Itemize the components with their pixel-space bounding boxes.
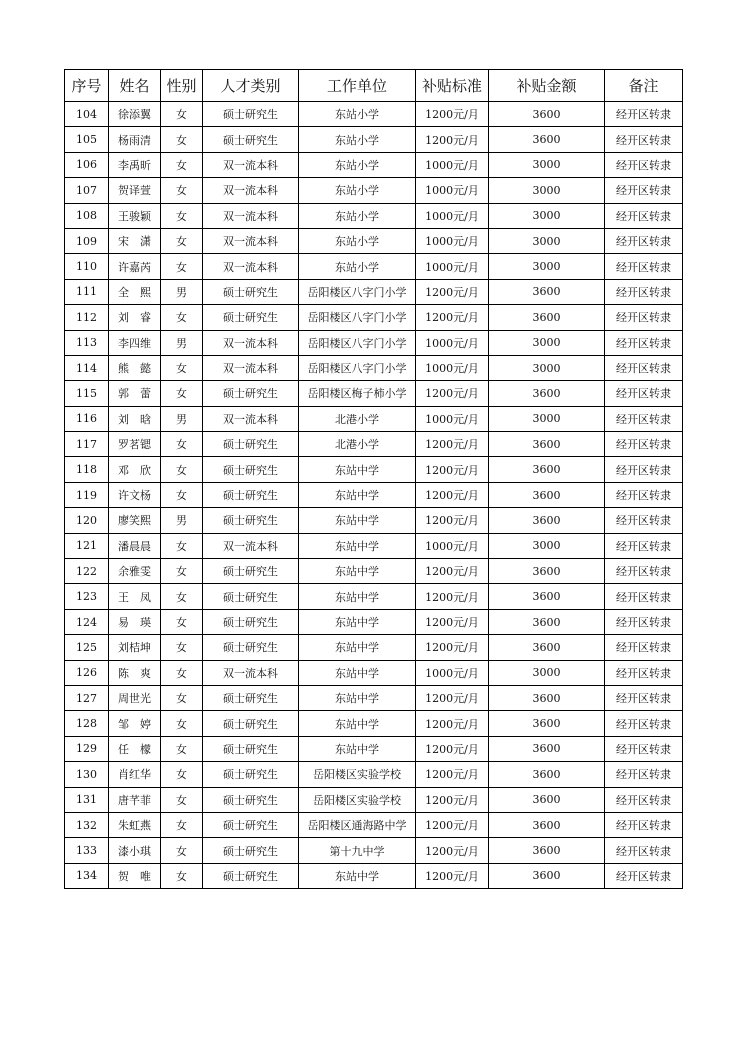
cell-name: 肖红华 xyxy=(109,762,161,787)
cell-talent-category: 硕士研究生 xyxy=(203,508,299,533)
cell-subsidy-standard: 1200元/月 xyxy=(416,609,489,634)
cell-index: 129 xyxy=(65,736,109,761)
cell-subsidy-standard: 1200元/月 xyxy=(416,127,489,152)
cell-name: 罗茗锶 xyxy=(109,432,161,457)
cell-work-unit: 东站中学 xyxy=(299,635,416,660)
cell-work-unit: 北港小学 xyxy=(299,406,416,431)
cell-work-unit: 东站中学 xyxy=(299,584,416,609)
cell-talent-category: 硕士研究生 xyxy=(203,609,299,634)
cell-subsidy-standard: 1000元/月 xyxy=(416,330,489,355)
cell-talent-category: 硕士研究生 xyxy=(203,279,299,304)
cell-subsidy-amount: 3000 xyxy=(489,330,605,355)
cell-name: 朱虹燕 xyxy=(109,812,161,837)
cell-gender: 男 xyxy=(161,406,203,431)
cell-subsidy-amount: 3600 xyxy=(489,381,605,406)
cell-remarks: 经开区转隶 xyxy=(605,660,683,685)
cell-subsidy-amount: 3000 xyxy=(489,178,605,203)
cell-remarks: 经开区转隶 xyxy=(605,254,683,279)
cell-remarks: 经开区转隶 xyxy=(605,381,683,406)
cell-index: 120 xyxy=(65,508,109,533)
cell-name: 王骏颖 xyxy=(109,203,161,228)
cell-subsidy-standard: 1200元/月 xyxy=(416,685,489,710)
cell-remarks: 经开区转隶 xyxy=(605,685,683,710)
table-row xyxy=(65,254,683,279)
header-subsidy-amount: 补贴金额 xyxy=(489,70,605,102)
cell-gender: 女 xyxy=(161,305,203,330)
table-row xyxy=(65,508,683,533)
cell-gender: 女 xyxy=(161,762,203,787)
cell-work-unit: 岳阳楼区实验学校 xyxy=(299,762,416,787)
table-row xyxy=(65,762,683,787)
cell-talent-category: 硕士研究生 xyxy=(203,838,299,863)
cell-subsidy-amount: 3000 xyxy=(489,203,605,228)
cell-subsidy-amount: 3600 xyxy=(489,736,605,761)
cell-talent-category: 双一流本科 xyxy=(203,228,299,253)
cell-subsidy-amount: 3600 xyxy=(489,812,605,837)
cell-subsidy-standard: 1200元/月 xyxy=(416,432,489,457)
cell-index: 112 xyxy=(65,305,109,330)
cell-remarks: 经开区转隶 xyxy=(605,863,683,888)
table-row xyxy=(65,152,683,177)
cell-subsidy-standard: 1000元/月 xyxy=(416,254,489,279)
cell-work-unit: 岳阳楼区梅子柿小学 xyxy=(299,381,416,406)
cell-talent-category: 双一流本科 xyxy=(203,178,299,203)
cell-subsidy-standard: 1200元/月 xyxy=(416,812,489,837)
cell-subsidy-standard: 1200元/月 xyxy=(416,762,489,787)
cell-work-unit: 东站中学 xyxy=(299,863,416,888)
cell-talent-category: 硕士研究生 xyxy=(203,584,299,609)
cell-remarks: 经开区转隶 xyxy=(605,127,683,152)
cell-gender: 男 xyxy=(161,508,203,533)
cell-subsidy-amount: 3000 xyxy=(489,355,605,380)
cell-name: 贺 唯 xyxy=(109,863,161,888)
table-row xyxy=(65,838,683,863)
cell-name: 易 瑛 xyxy=(109,609,161,634)
header-work-unit: 工作单位 xyxy=(299,70,416,102)
cell-remarks: 经开区转隶 xyxy=(605,635,683,660)
cell-gender: 女 xyxy=(161,736,203,761)
table-row xyxy=(65,559,683,584)
cell-index: 114 xyxy=(65,355,109,380)
cell-remarks: 经开区转隶 xyxy=(605,457,683,482)
cell-index: 121 xyxy=(65,533,109,558)
cell-talent-category: 硕士研究生 xyxy=(203,102,299,127)
cell-gender: 男 xyxy=(161,330,203,355)
cell-work-unit: 东站中学 xyxy=(299,508,416,533)
cell-subsidy-standard: 1200元/月 xyxy=(416,584,489,609)
cell-gender: 女 xyxy=(161,127,203,152)
cell-name: 漆小琪 xyxy=(109,838,161,863)
cell-subsidy-standard: 1200元/月 xyxy=(416,381,489,406)
cell-subsidy-standard: 1200元/月 xyxy=(416,482,489,507)
cell-talent-category: 硕士研究生 xyxy=(203,482,299,507)
cell-work-unit: 东站中学 xyxy=(299,457,416,482)
cell-remarks: 经开区转隶 xyxy=(605,584,683,609)
cell-remarks: 经开区转隶 xyxy=(605,152,683,177)
cell-gender: 女 xyxy=(161,228,203,253)
cell-gender: 女 xyxy=(161,660,203,685)
cell-index: 109 xyxy=(65,228,109,253)
cell-subsidy-amount: 3600 xyxy=(489,711,605,736)
cell-talent-category: 双一流本科 xyxy=(203,660,299,685)
cell-gender: 女 xyxy=(161,787,203,812)
cell-index: 117 xyxy=(65,432,109,457)
talent-subsidy-table xyxy=(64,69,683,889)
cell-gender: 女 xyxy=(161,381,203,406)
cell-index: 118 xyxy=(65,457,109,482)
table-row xyxy=(65,660,683,685)
cell-index: 133 xyxy=(65,838,109,863)
cell-gender: 女 xyxy=(161,457,203,482)
cell-subsidy-amount: 3600 xyxy=(489,305,605,330)
cell-remarks: 经开区转隶 xyxy=(605,762,683,787)
cell-talent-category: 硕士研究生 xyxy=(203,863,299,888)
cell-talent-category: 双一流本科 xyxy=(203,152,299,177)
cell-name: 唐芊菲 xyxy=(109,787,161,812)
table-row xyxy=(65,102,683,127)
cell-work-unit: 东站中学 xyxy=(299,660,416,685)
table-row xyxy=(65,635,683,660)
cell-remarks: 经开区转隶 xyxy=(605,838,683,863)
header-name: 姓名 xyxy=(109,70,161,102)
table-row xyxy=(65,381,683,406)
cell-subsidy-amount: 3600 xyxy=(489,127,605,152)
cell-subsidy-amount: 3600 xyxy=(489,432,605,457)
cell-subsidy-amount: 3600 xyxy=(489,863,605,888)
cell-subsidy-amount: 3000 xyxy=(489,228,605,253)
cell-work-unit: 东站中学 xyxy=(299,736,416,761)
cell-subsidy-standard: 1200元/月 xyxy=(416,736,489,761)
header-remarks: 备注 xyxy=(605,70,683,102)
cell-index: 134 xyxy=(65,863,109,888)
table-row xyxy=(65,685,683,710)
cell-gender: 女 xyxy=(161,432,203,457)
cell-subsidy-standard: 1000元/月 xyxy=(416,203,489,228)
cell-remarks: 经开区转隶 xyxy=(605,102,683,127)
cell-talent-category: 双一流本科 xyxy=(203,406,299,431)
cell-subsidy-amount: 3600 xyxy=(489,787,605,812)
cell-remarks: 经开区转隶 xyxy=(605,812,683,837)
cell-name: 郭 蕾 xyxy=(109,381,161,406)
cell-talent-category: 双一流本科 xyxy=(203,355,299,380)
cell-gender: 女 xyxy=(161,559,203,584)
cell-index: 113 xyxy=(65,330,109,355)
cell-gender: 女 xyxy=(161,584,203,609)
table-row xyxy=(65,584,683,609)
cell-gender: 男 xyxy=(161,279,203,304)
cell-remarks: 经开区转隶 xyxy=(605,330,683,355)
table-row xyxy=(65,330,683,355)
cell-talent-category: 硕士研究生 xyxy=(203,685,299,710)
cell-name: 熊 懿 xyxy=(109,355,161,380)
cell-talent-category: 双一流本科 xyxy=(203,533,299,558)
cell-name: 贺译萱 xyxy=(109,178,161,203)
cell-subsidy-amount: 3000 xyxy=(489,660,605,685)
cell-talent-category: 硕士研究生 xyxy=(203,812,299,837)
cell-name: 邹 婷 xyxy=(109,711,161,736)
cell-gender: 女 xyxy=(161,482,203,507)
cell-gender: 女 xyxy=(161,609,203,634)
cell-name: 李禹昕 xyxy=(109,152,161,177)
cell-name: 任 檬 xyxy=(109,736,161,761)
header-subsidy-standard: 补贴标准 xyxy=(416,70,489,102)
cell-gender: 女 xyxy=(161,812,203,837)
cell-talent-category: 双一流本科 xyxy=(203,254,299,279)
cell-talent-category: 硕士研究生 xyxy=(203,457,299,482)
cell-name: 潘晨晨 xyxy=(109,533,161,558)
cell-name: 陈 爽 xyxy=(109,660,161,685)
cell-subsidy-amount: 3600 xyxy=(489,609,605,634)
cell-name: 杨雨清 xyxy=(109,127,161,152)
cell-talent-category: 硕士研究生 xyxy=(203,381,299,406)
table-row xyxy=(65,482,683,507)
cell-remarks: 经开区转隶 xyxy=(605,711,683,736)
cell-gender: 女 xyxy=(161,203,203,228)
cell-index: 126 xyxy=(65,660,109,685)
cell-subsidy-amount: 3000 xyxy=(489,152,605,177)
cell-index: 107 xyxy=(65,178,109,203)
cell-remarks: 经开区转隶 xyxy=(605,355,683,380)
cell-index: 132 xyxy=(65,812,109,837)
cell-remarks: 经开区转隶 xyxy=(605,736,683,761)
cell-talent-category: 硕士研究生 xyxy=(203,711,299,736)
cell-remarks: 经开区转隶 xyxy=(605,559,683,584)
cell-name: 周世光 xyxy=(109,685,161,710)
cell-remarks: 经开区转隶 xyxy=(605,482,683,507)
cell-talent-category: 硕士研究生 xyxy=(203,762,299,787)
cell-remarks: 经开区转隶 xyxy=(605,228,683,253)
cell-subsidy-standard: 1000元/月 xyxy=(416,178,489,203)
cell-subsidy-standard: 1200元/月 xyxy=(416,559,489,584)
cell-subsidy-standard: 1200元/月 xyxy=(416,305,489,330)
cell-subsidy-standard: 1000元/月 xyxy=(416,406,489,431)
cell-work-unit: 东站小学 xyxy=(299,228,416,253)
cell-gender: 女 xyxy=(161,711,203,736)
cell-subsidy-standard: 1200元/月 xyxy=(416,711,489,736)
cell-name: 刘桔坤 xyxy=(109,635,161,660)
cell-name: 全 熙 xyxy=(109,279,161,304)
table-row xyxy=(65,863,683,888)
cell-index: 106 xyxy=(65,152,109,177)
cell-work-unit: 东站中学 xyxy=(299,685,416,710)
cell-work-unit: 东站小学 xyxy=(299,178,416,203)
cell-index: 110 xyxy=(65,254,109,279)
cell-work-unit: 第十九中学 xyxy=(299,838,416,863)
table-row xyxy=(65,787,683,812)
cell-talent-category: 硕士研究生 xyxy=(203,559,299,584)
cell-subsidy-standard: 1000元/月 xyxy=(416,660,489,685)
cell-work-unit: 东站中学 xyxy=(299,711,416,736)
cell-subsidy-standard: 1000元/月 xyxy=(416,152,489,177)
header-gender: 性别 xyxy=(161,70,203,102)
cell-subsidy-amount: 3600 xyxy=(489,508,605,533)
cell-work-unit: 东站中学 xyxy=(299,609,416,634)
cell-name: 徐添翼 xyxy=(109,102,161,127)
cell-work-unit: 东站小学 xyxy=(299,254,416,279)
table-row xyxy=(65,457,683,482)
cell-remarks: 经开区转隶 xyxy=(605,508,683,533)
cell-remarks: 经开区转隶 xyxy=(605,305,683,330)
cell-work-unit: 岳阳楼区八字门小学 xyxy=(299,279,416,304)
cell-remarks: 经开区转隶 xyxy=(605,406,683,431)
table-row xyxy=(65,279,683,304)
cell-name: 宋 潇 xyxy=(109,228,161,253)
cell-gender: 女 xyxy=(161,685,203,710)
cell-subsidy-amount: 3000 xyxy=(489,406,605,431)
cell-subsidy-standard: 1200元/月 xyxy=(416,508,489,533)
cell-subsidy-amount: 3600 xyxy=(489,102,605,127)
cell-subsidy-amount: 3600 xyxy=(489,762,605,787)
cell-work-unit: 东站中学 xyxy=(299,482,416,507)
cell-remarks: 经开区转隶 xyxy=(605,432,683,457)
table-row xyxy=(65,178,683,203)
cell-index: 115 xyxy=(65,381,109,406)
cell-gender: 女 xyxy=(161,635,203,660)
cell-index: 108 xyxy=(65,203,109,228)
cell-subsidy-standard: 1000元/月 xyxy=(416,533,489,558)
cell-name: 廖笑熙 xyxy=(109,508,161,533)
cell-index: 116 xyxy=(65,406,109,431)
cell-work-unit: 东站小学 xyxy=(299,203,416,228)
cell-index: 131 xyxy=(65,787,109,812)
cell-work-unit: 岳阳楼区八字门小学 xyxy=(299,305,416,330)
cell-gender: 女 xyxy=(161,355,203,380)
cell-talent-category: 硕士研究生 xyxy=(203,787,299,812)
cell-gender: 女 xyxy=(161,533,203,558)
table-row xyxy=(65,228,683,253)
cell-index: 111 xyxy=(65,279,109,304)
cell-index: 124 xyxy=(65,609,109,634)
cell-subsidy-amount: 3600 xyxy=(489,584,605,609)
cell-index: 127 xyxy=(65,685,109,710)
cell-talent-category: 双一流本科 xyxy=(203,203,299,228)
table-row xyxy=(65,406,683,431)
cell-subsidy-amount: 3600 xyxy=(489,279,605,304)
cell-gender: 女 xyxy=(161,178,203,203)
cell-work-unit: 岳阳楼区通海路中学 xyxy=(299,812,416,837)
cell-work-unit: 岳阳楼区八字门小学 xyxy=(299,330,416,355)
table-row xyxy=(65,533,683,558)
cell-name: 刘 睿 xyxy=(109,305,161,330)
cell-subsidy-amount: 3600 xyxy=(489,635,605,660)
cell-index: 130 xyxy=(65,762,109,787)
cell-work-unit: 岳阳楼区实验学校 xyxy=(299,787,416,812)
cell-subsidy-amount: 3000 xyxy=(489,533,605,558)
cell-subsidy-amount: 3600 xyxy=(489,685,605,710)
cell-subsidy-standard: 1200元/月 xyxy=(416,787,489,812)
cell-work-unit: 东站小学 xyxy=(299,127,416,152)
header-index: 序号 xyxy=(65,70,109,102)
cell-talent-category: 硕士研究生 xyxy=(203,635,299,660)
cell-index: 105 xyxy=(65,127,109,152)
cell-subsidy-amount: 3600 xyxy=(489,482,605,507)
cell-work-unit: 北港小学 xyxy=(299,432,416,457)
table-row xyxy=(65,812,683,837)
cell-work-unit: 岳阳楼区八字门小学 xyxy=(299,355,416,380)
table-row xyxy=(65,736,683,761)
table-row xyxy=(65,305,683,330)
cell-gender: 女 xyxy=(161,863,203,888)
cell-remarks: 经开区转隶 xyxy=(605,178,683,203)
cell-remarks: 经开区转隶 xyxy=(605,279,683,304)
cell-talent-category: 硕士研究生 xyxy=(203,127,299,152)
table-row xyxy=(65,432,683,457)
cell-talent-category: 双一流本科 xyxy=(203,330,299,355)
cell-subsidy-standard: 1000元/月 xyxy=(416,355,489,380)
table-body xyxy=(65,102,683,889)
cell-index: 125 xyxy=(65,635,109,660)
cell-subsidy-amount: 3600 xyxy=(489,559,605,584)
cell-index: 104 xyxy=(65,102,109,127)
cell-work-unit: 东站小学 xyxy=(299,102,416,127)
cell-remarks: 经开区转隶 xyxy=(605,609,683,634)
table-row xyxy=(65,355,683,380)
cell-gender: 女 xyxy=(161,254,203,279)
cell-work-unit: 东站中学 xyxy=(299,533,416,558)
cell-subsidy-amount: 3600 xyxy=(489,457,605,482)
header-talent-category: 人才类别 xyxy=(203,70,299,102)
table-header-row xyxy=(65,70,683,102)
cell-name: 李四维 xyxy=(109,330,161,355)
cell-subsidy-amount: 3600 xyxy=(489,838,605,863)
cell-subsidy-standard: 1200元/月 xyxy=(416,102,489,127)
cell-name: 许文杨 xyxy=(109,482,161,507)
cell-subsidy-standard: 1200元/月 xyxy=(416,863,489,888)
cell-gender: 女 xyxy=(161,838,203,863)
cell-index: 128 xyxy=(65,711,109,736)
table-row xyxy=(65,711,683,736)
cell-name: 余雅雯 xyxy=(109,559,161,584)
cell-name: 王 凤 xyxy=(109,584,161,609)
cell-subsidy-standard: 1200元/月 xyxy=(416,279,489,304)
cell-gender: 女 xyxy=(161,102,203,127)
cell-index: 123 xyxy=(65,584,109,609)
cell-subsidy-standard: 1200元/月 xyxy=(416,838,489,863)
cell-work-unit: 东站小学 xyxy=(299,152,416,177)
cell-remarks: 经开区转隶 xyxy=(605,787,683,812)
table-row xyxy=(65,203,683,228)
cell-index: 122 xyxy=(65,559,109,584)
cell-talent-category: 硕士研究生 xyxy=(203,432,299,457)
cell-subsidy-standard: 1200元/月 xyxy=(416,635,489,660)
cell-talent-category: 硕士研究生 xyxy=(203,736,299,761)
cell-name: 刘 晗 xyxy=(109,406,161,431)
table-row xyxy=(65,609,683,634)
cell-name: 邓 欣 xyxy=(109,457,161,482)
table-row xyxy=(65,127,683,152)
cell-index: 119 xyxy=(65,482,109,507)
cell-remarks: 经开区转隶 xyxy=(605,203,683,228)
cell-subsidy-standard: 1200元/月 xyxy=(416,457,489,482)
cell-name: 许嘉芮 xyxy=(109,254,161,279)
cell-subsidy-amount: 3000 xyxy=(489,254,605,279)
cell-gender: 女 xyxy=(161,152,203,177)
cell-subsidy-standard: 1000元/月 xyxy=(416,228,489,253)
cell-work-unit: 东站中学 xyxy=(299,559,416,584)
cell-remarks: 经开区转隶 xyxy=(605,533,683,558)
cell-talent-category: 硕士研究生 xyxy=(203,305,299,330)
